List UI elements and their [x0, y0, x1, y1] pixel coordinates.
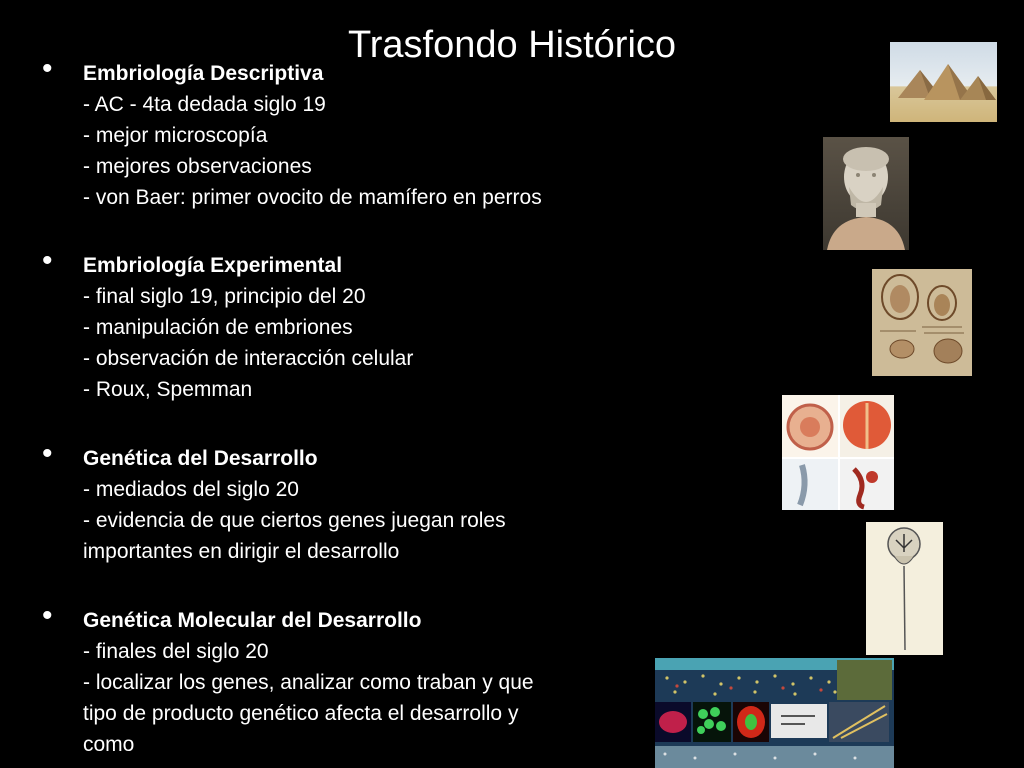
section-line: tipo de producto genético afecta el desarrollo y	[83, 702, 519, 725]
section-line: como	[83, 733, 135, 756]
section-line: - manipulación de embriones	[83, 316, 353, 339]
section-heading: Genética Molecular del Desarrollo	[83, 609, 422, 632]
molecular-collage-image	[655, 658, 894, 768]
egg-cell-drawing-image	[866, 522, 943, 655]
bullet-icon: •	[42, 52, 53, 85]
bullet-icon: •	[42, 437, 53, 470]
section-line: - AC - 4ta dedada siglo 19	[83, 93, 326, 116]
greek-bust-image	[823, 137, 909, 250]
section-heading: Embriología Experimental	[83, 254, 343, 277]
pyramids-image	[890, 42, 997, 122]
bullet-icon: •	[42, 599, 53, 632]
section-line: - finales del siglo 20	[83, 640, 269, 663]
section-line: - von Baer: primer ovocito de mamífero en perros	[83, 186, 542, 209]
section-heading: Genética del Desarrollo	[83, 447, 318, 470]
section-line: importantes en dirigir el desarrollo	[83, 540, 400, 563]
section-line: - final siglo 19, principio del 20	[83, 285, 366, 308]
section-line: - mejor microscopía	[83, 124, 268, 147]
section-line: - observación de interacción celular	[83, 347, 414, 370]
section-heading: Embriología Descriptiva	[83, 62, 324, 85]
slide-title: Trasfondo Histórico	[347, 24, 677, 66]
section-line: - localizar los genes, analizar como traban y que	[83, 671, 534, 694]
section-line: - mediados del siglo 20	[83, 478, 299, 501]
section-line: - Roux, Spemman	[83, 378, 253, 401]
embryo-section-image	[782, 395, 894, 510]
bullet-icon: •	[42, 244, 53, 277]
section-line: - evidencia de que ciertos genes juegan roles	[83, 509, 506, 532]
section-line: - mejores observaciones	[83, 155, 312, 178]
fetus-sketch-image	[872, 269, 972, 376]
